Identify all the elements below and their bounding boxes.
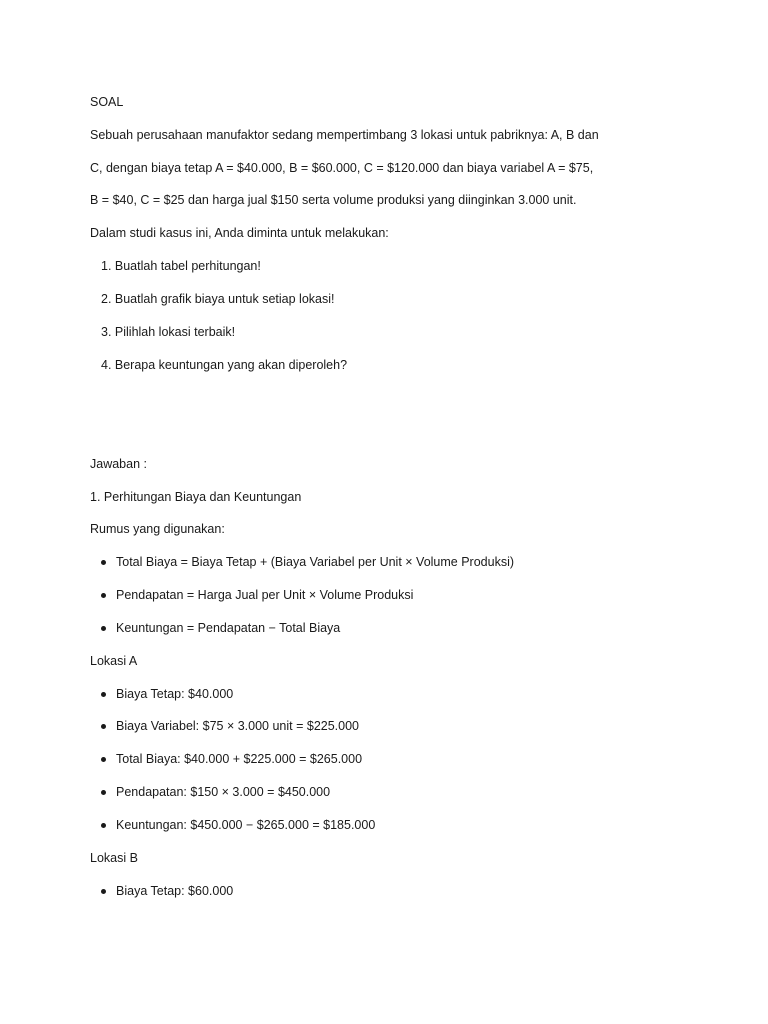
bullet-icon	[101, 560, 106, 565]
bullet-icon	[101, 790, 106, 795]
rumus-label: Rumus yang digunakan:	[90, 522, 225, 536]
bullet-icon	[101, 724, 106, 729]
lokasi-a-item-3: Total Biaya: $40.000 + $225.000 = $265.000	[116, 752, 363, 766]
bullet-icon	[101, 889, 106, 894]
lokasi-b-item-1: Biaya Tetap: $60.000	[116, 884, 234, 898]
rumus-item-2: Pendapatan = Harga Jual per Unit × Volume Produksi	[116, 588, 414, 602]
soal-paragraph-line-1: Sebuah perusahaan manufaktor sedang mempertimbang 3 lokasi untuk pabriknya: A, B dan	[90, 128, 599, 142]
bullet-icon	[101, 757, 106, 762]
bullet-icon	[101, 823, 106, 828]
soal-paragraph-line-2: C, dengan biaya tetap A = $40.000, B = $60.000, C = $120.000 dan biaya variabel A = $75,	[90, 161, 594, 175]
rumus-item-3: Keuntungan = Pendapatan − Total Biaya	[116, 621, 341, 635]
bullet-icon	[101, 692, 106, 697]
soal-paragraph-line-3: B = $40, C = $25 dan harga jual $150 serta volume produksi yang diinginkan 3.000 unit.	[90, 193, 577, 207]
task-item-1: 1. Buatlah tabel perhitungan!	[101, 259, 261, 273]
lokasi-b-title: Lokasi B	[90, 851, 138, 865]
lokasi-a-item-1: Biaya Tetap: $40.000	[116, 687, 234, 701]
rumus-item-1: Total Biaya = Biaya Tetap + (Biaya Variabel per Unit × Volume Produksi)	[116, 555, 515, 569]
section-title: 1. Perhitungan Biaya dan Keuntungan	[90, 490, 302, 504]
lokasi-a-item-5: Keuntungan: $450.000 − $265.000 = $185.000	[116, 818, 376, 832]
task-item-4: 4. Berapa keuntungan yang akan diperoleh?	[101, 358, 348, 372]
soal-heading: SOAL	[90, 95, 124, 109]
jawaban-heading: Jawaban :	[90, 457, 147, 471]
soal-instruction: Dalam studi kasus ini, Anda diminta untuk melakukan:	[90, 226, 389, 240]
bullet-icon	[101, 593, 106, 598]
lokasi-a-item-4: Pendapatan: $150 × 3.000 = $450.000	[116, 785, 331, 799]
task-item-2: 2. Buatlah grafik biaya untuk setiap lokasi!	[101, 292, 335, 306]
lokasi-a-item-2: Biaya Variabel: $75 × 3.000 unit = $225.000	[116, 719, 360, 733]
task-item-3: 3. Pilihlah lokasi terbaik!	[101, 325, 236, 339]
lokasi-a-title: Lokasi A	[90, 654, 138, 668]
bullet-icon	[101, 626, 106, 631]
